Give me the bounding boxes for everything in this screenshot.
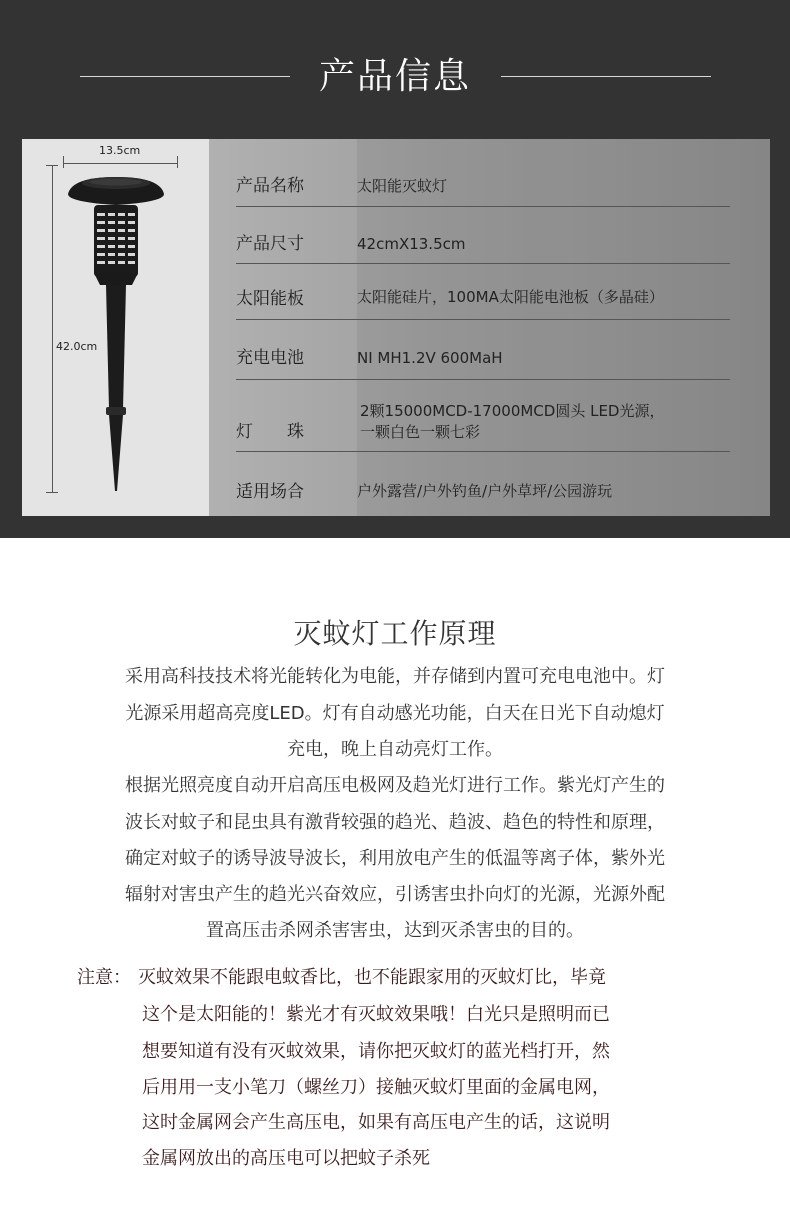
principle-line: 波长对蚊子和昆虫具有激背较强的趋光、趋波、趋色的特性和原理， [125,812,665,833]
row-divider [236,319,730,320]
spec-value: 一颗白色一颗七彩 [360,423,481,441]
header-divider-right [501,76,711,77]
spec-label: 灯 珠 [236,422,304,442]
principle-line: 置高压击杀网杀害害虫，达到灭杀害虫的目的。 [206,920,584,941]
principle-line: 光源采用超高亮度LED。灯有自动感光功能，白天在日光下自动熄灯 [125,703,665,724]
principle-title: 灭蚊灯工作原理 [293,617,497,650]
spec-label: 太阳能板 [236,289,304,309]
note-line: 这时金属网会产生高压电，如果有高压电产生的话，这说明 [142,1112,610,1133]
note-line: 灭蚊效果不能跟电蚊香比，也不能跟家用的灭蚊灯比，毕竟 [138,967,606,988]
principle-line: 根据光照亮度自动开启高压电极网及趋光灯进行工作。紫光灯产生的 [125,775,665,796]
row-divider [236,263,730,264]
note-line: 金属网放出的高压电可以把蚊子杀死 [142,1148,430,1169]
spec-value: 42cmX13.5cm [357,235,466,253]
product-info-panel [0,0,790,538]
principle-line: 辐射对害虫产生的趋光兴奋效应，引诱害虫扑向灯的光源，光源外配 [125,884,665,905]
principle-line: 采用高科技技术将光能转化为电能，并存储到内置可充电电池中。灯 [125,666,665,687]
header-divider-left [80,76,290,77]
spec-label: 产品名称 [236,176,304,196]
spec-label: 适用场合 [236,482,304,502]
spec-value: 2颗15000MCD-17000MCD圆头 LED光源， [360,402,665,420]
spec-value: 太阳能灭蚊灯 [357,177,448,195]
row-divider [236,206,730,207]
note-line: 这个是太阳能的！紫光才有灭蚊效果哦！白光只是照明而已 [142,1004,610,1025]
width-label: 13.5cm [99,144,141,157]
spec-value: 太阳能硅片，100MA太阳能电池板（多晶硅） [357,288,664,306]
spec-value: NI MH1.2V 600MaH [357,349,503,367]
spec-label: 充电电池 [236,348,304,368]
principle-line: 确定对蚊子的诱导波导波长，利用放电产生的低温等离子体，紫外光 [125,848,665,869]
row-divider [236,451,730,452]
solar-mosquito-lamp-icon [22,139,209,516]
spec-value: 户外露营/户外钓鱼/户外草坪/公园游玩 [357,482,613,500]
note-line: 想要知道有没有灭蚊效果，请你把灭蚊灯的蓝光档打开，然 [142,1041,610,1062]
spec-table [209,139,770,516]
product-image [22,139,209,516]
note-line: 后用用一支小笔刀（螺丝刀）接触灭蚊灯里面的金属电网， [142,1077,610,1098]
spec-label: 产品尺寸 [236,234,304,254]
note-label: 注意： [77,967,131,988]
height-label: 42.0cm [56,340,98,353]
row-divider [236,379,730,380]
page-title: 产品信息 [318,56,471,97]
principle-line: 充电，晚上自动亮灯工作。 [287,739,503,760]
spec-card [22,139,770,516]
